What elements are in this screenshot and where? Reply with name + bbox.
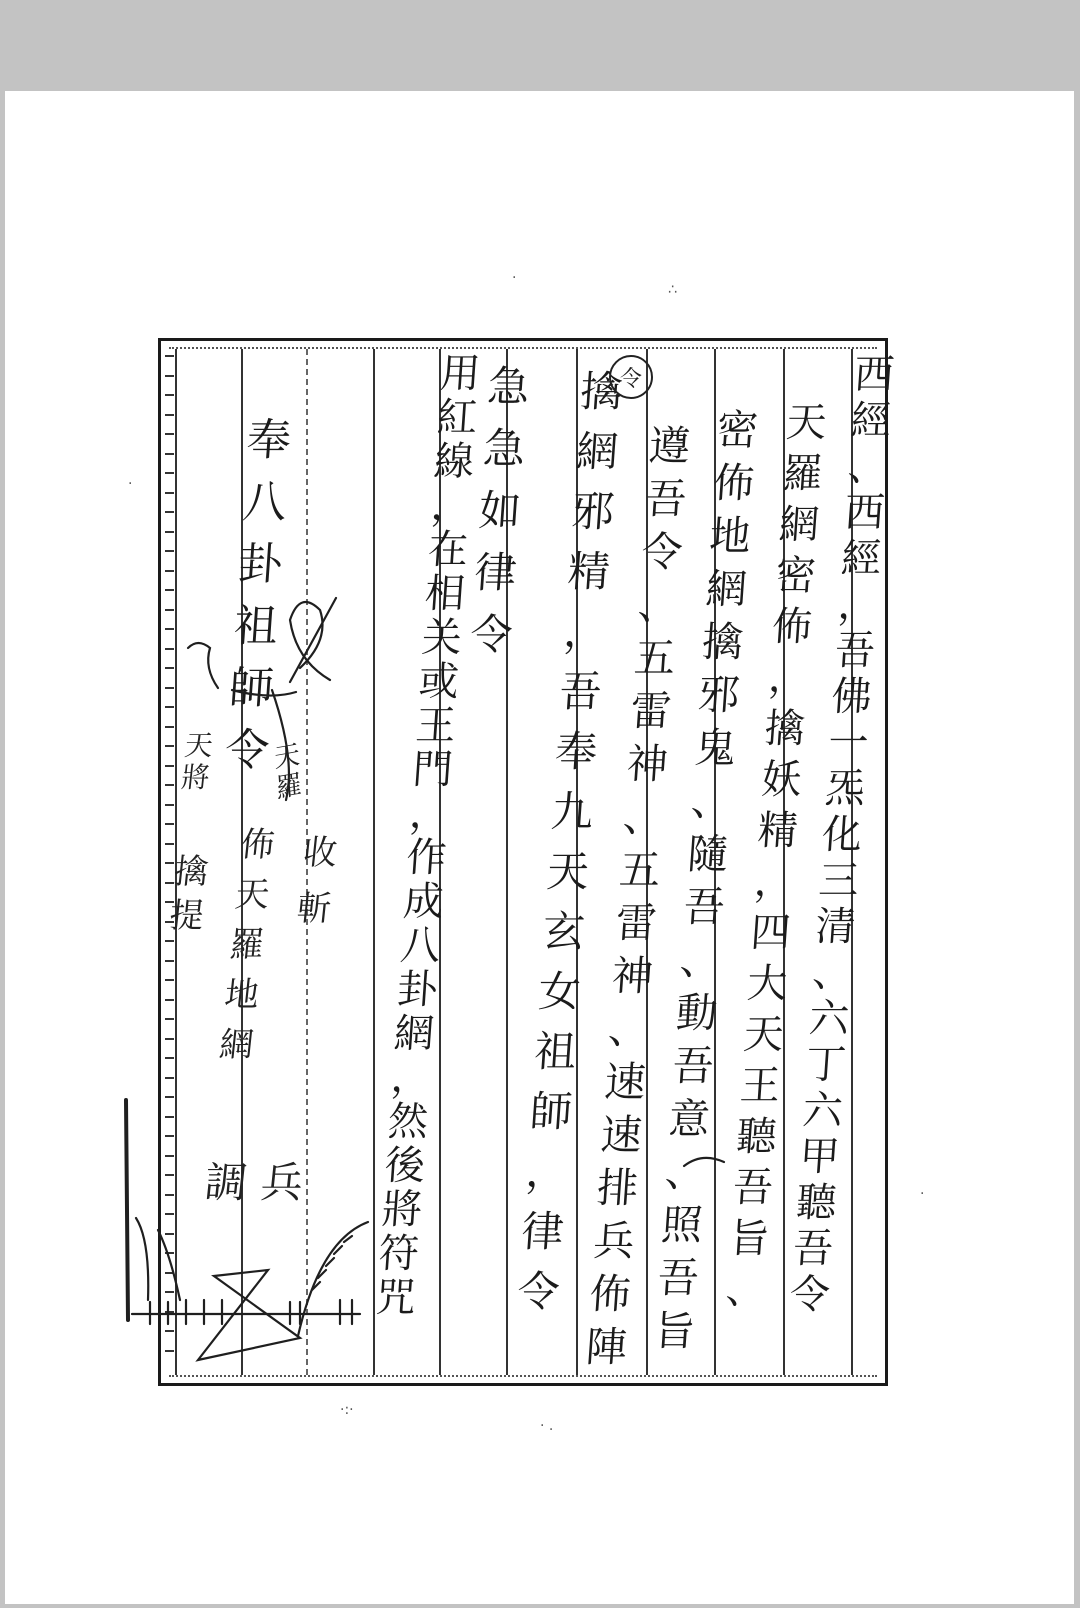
margin-tick <box>165 453 174 455</box>
margin-tick <box>165 472 174 474</box>
speck: · <box>128 476 133 492</box>
margin-tick <box>165 940 174 942</box>
margin-tick <box>165 1057 174 1059</box>
left-tick-margin <box>165 355 175 1369</box>
margin-tick <box>165 1116 174 1118</box>
margin-tick <box>165 511 174 513</box>
margin-tick <box>165 667 174 669</box>
margin-tick <box>165 1135 174 1137</box>
margin-tick <box>165 745 174 747</box>
margin-tick <box>165 765 174 767</box>
margin-tick <box>165 589 174 591</box>
margin-tick <box>165 823 174 825</box>
margin-tick <box>165 1350 174 1352</box>
margin-tick <box>165 628 174 630</box>
margin-tick <box>165 843 174 845</box>
margin-tick <box>165 570 174 572</box>
margin-tick <box>165 492 174 494</box>
margin-note-qinti: 擒 提 <box>167 852 211 936</box>
margin-tick <box>165 1018 174 1020</box>
margin-tick <box>165 414 174 416</box>
margin-note-bu: 佈 天 羅 地 網 <box>217 825 277 1065</box>
margin-tick <box>165 862 174 864</box>
left-hook <box>136 1218 148 1300</box>
text-column-5: 擒 網 邪 精 ， 吾 奉 九 天 玄 女 祖 師 ， 律 令 <box>515 367 625 1316</box>
margin-tick <box>165 609 174 611</box>
speck: · . <box>540 1418 554 1434</box>
margin-tick <box>165 550 174 552</box>
margin-tick <box>165 687 174 689</box>
text-column-1: 西 經 、 西 經 ， 吾 佛 一 炁 化 三 清 、 六 丁 六 甲 聽 吾 令 <box>788 352 896 1318</box>
text-column-8: 奉 八 卦 祖 師 令 <box>223 415 293 776</box>
margin-tick <box>165 960 174 962</box>
margin-tick <box>165 784 174 786</box>
margin-tick <box>165 726 174 728</box>
text-column-4: 遵 吾 令 、 五 雷 神 、 五 雷 神 、 速 速 排 兵 佈 陣 <box>584 422 692 1371</box>
margin-tick <box>165 1174 174 1176</box>
margin-tick <box>165 1038 174 1040</box>
margin-tick <box>165 1252 174 1254</box>
margin-note-shouzhan: 收 斬 <box>294 833 340 929</box>
margin-tick <box>165 804 174 806</box>
margin-tick <box>165 1311 174 1313</box>
margin-tick <box>165 375 174 377</box>
margin-tick <box>165 433 174 435</box>
margin-tick <box>165 1194 174 1196</box>
inner-top-rule <box>169 347 877 349</box>
speck: ·:· <box>340 1402 354 1418</box>
text-column-3: 密 佈 地 網 擒 邪 鬼 、 隨 吾 、 動 吾 意 、 照 吾 旨 <box>652 406 760 1355</box>
margin-tick <box>165 531 174 533</box>
margin-note-diaobing: 調 兵 <box>202 1158 306 1207</box>
margin-note-tianjiang: 天 將 <box>179 729 215 794</box>
margin-tick <box>165 394 174 396</box>
margin-tick <box>165 1291 174 1293</box>
text-column-2: 天 羅 網 密 佈 ， 擒 妖 精 ， 四 大 天 王 聽 吾 旨 、 <box>724 400 828 1313</box>
margin-tick <box>165 1155 174 1157</box>
circled-mark: 令 <box>609 355 653 399</box>
margin-tick <box>165 355 174 357</box>
inner-bottom-rule <box>169 1375 877 1377</box>
margin-tick <box>165 1233 174 1235</box>
text-column-7: 用 紅 線 ， 在 相 关 或 王 門 ， 作 成 八 卦 網 ， 然 後 將 符 咒 <box>374 351 482 1321</box>
margin-tick <box>165 1272 174 1274</box>
speck: ∴ <box>668 282 677 298</box>
margin-tick <box>165 1096 174 1098</box>
margin-tick <box>165 1213 174 1215</box>
left-bar <box>126 1100 128 1320</box>
margin-tick <box>165 706 174 708</box>
speck: · <box>512 270 517 286</box>
margin-tick <box>165 1330 174 1332</box>
margin-tick <box>165 648 174 650</box>
speck: · <box>920 1186 925 1202</box>
margin-tick <box>165 999 174 1001</box>
text-column-6: 急 急 如 律 令 <box>468 362 532 659</box>
margin-tick <box>165 979 174 981</box>
margin-note-tianluo: 天 羅 <box>273 739 303 805</box>
margin-tick <box>165 1077 174 1079</box>
